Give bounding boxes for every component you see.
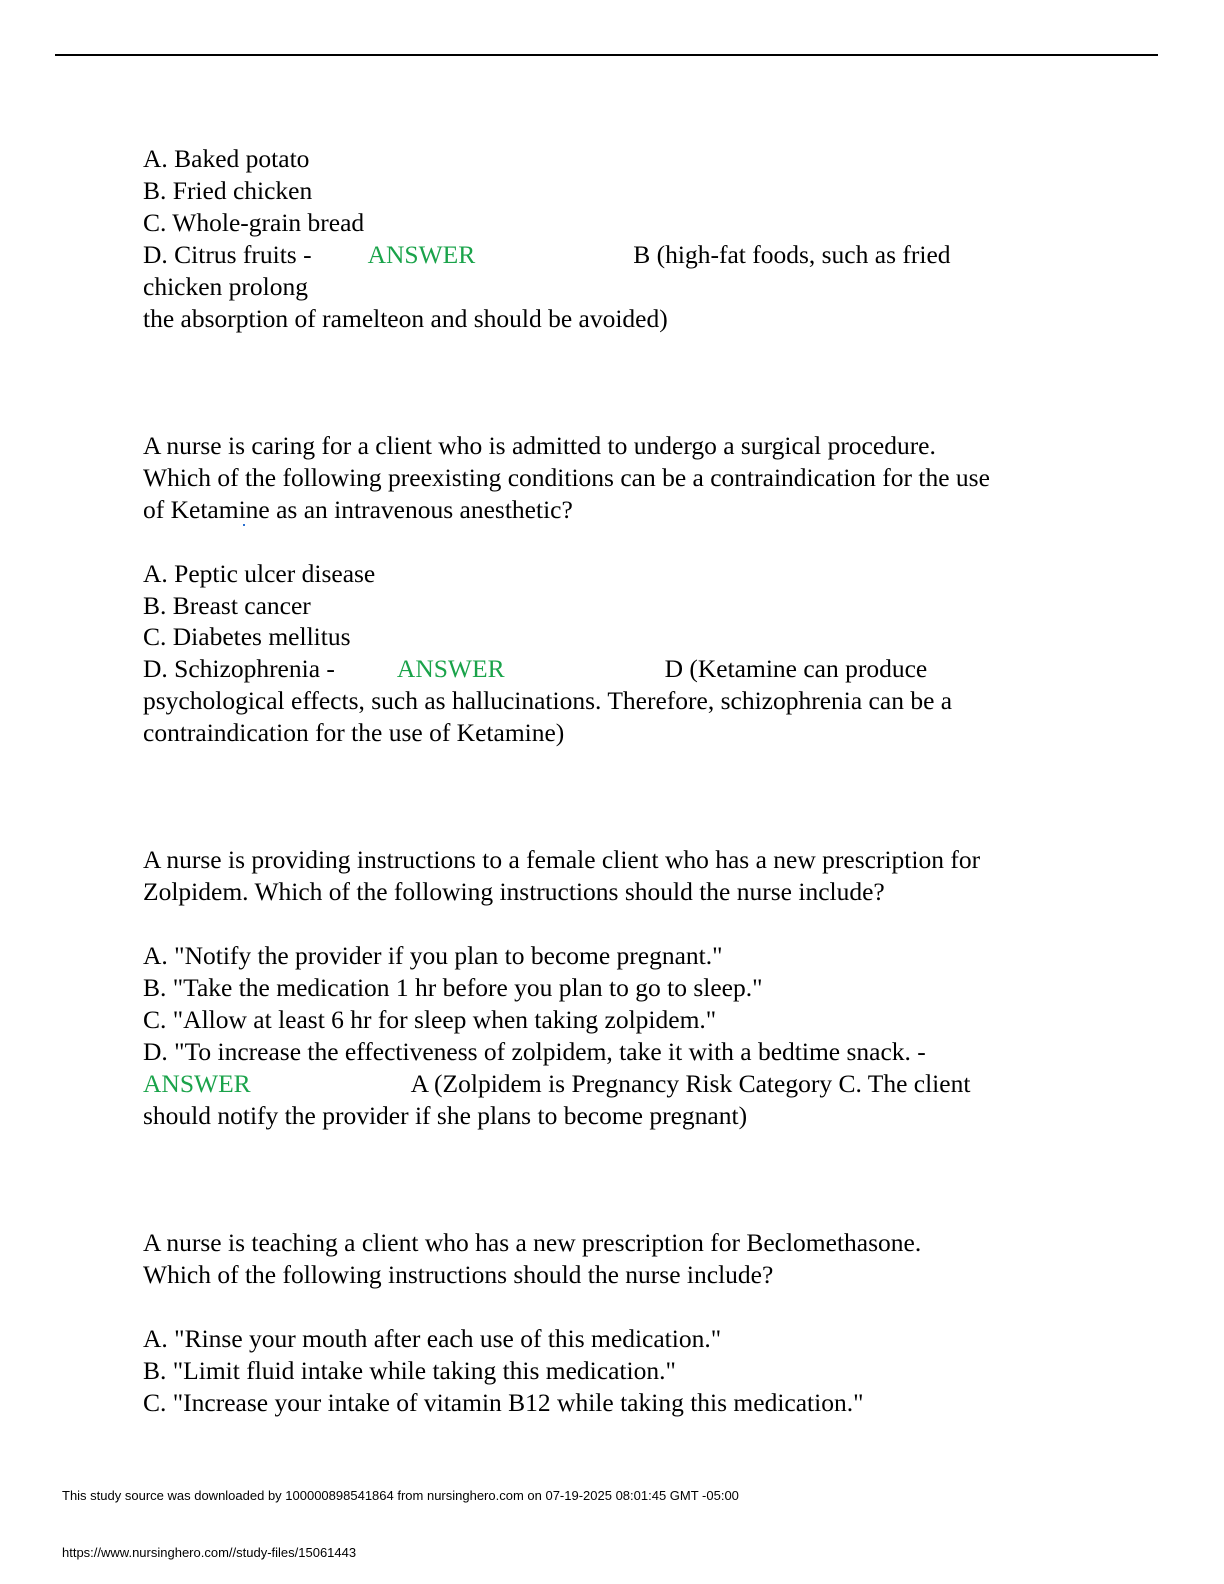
q4-option-c: C. "Increase your intake of vitamin B12 while taking this medication." [143, 1388, 864, 1417]
q1-answer-line-1: chicken prolong [143, 272, 308, 301]
q1-option-d-line [143, 239, 951, 271]
q3-answer-label: ANSWER [143, 1069, 251, 1098]
cursor-mark [243, 524, 245, 526]
q1-option-a: A. Baked potato [143, 144, 310, 173]
q3-answer-line-1: should notify the provider if she plans to become pregnant) [143, 1101, 748, 1130]
q3-option-a: A. "Notify the provider if you plan to become pregnant." [143, 941, 723, 970]
q1-option-d: D. Citrus fruits - [143, 240, 312, 269]
q1-option-b: B. Fried chicken [143, 176, 313, 205]
q3-stem-line-2: Zolpidem. Which of the following instructions should the nurse include? [143, 877, 885, 906]
q2-stem-line-2: Which of the following preexisting conditions can be a contraindication for the use [143, 463, 990, 492]
q4-option-a: A. "Rinse your mouth after each use of this medication." [143, 1324, 722, 1353]
q1-answer-first: B (high-fat foods, such as fried [633, 240, 951, 269]
footer-source-note: This study source was downloaded by 100000898541864 from nursinghero.com on 07-19-2025 08:01:45 GMT -05:00 [62, 1488, 739, 1503]
q1-answer-line-2: the absorption of ramelteon and should be avoided) [143, 304, 668, 333]
q2-stem-line-1: A nurse is caring for a client who is admitted to undergo a surgical procedure. [143, 431, 936, 460]
q1-answer-label: ANSWER [367, 240, 476, 269]
q3-stem-line-1: A nurse is providing instructions to a female client who has a new prescription for [143, 845, 981, 874]
q3-option-c: C. "Allow at least 6 hr for sleep when taking zolpidem." [143, 1005, 717, 1034]
q2-answer-label: ANSWER [396, 654, 505, 683]
q3-answer-first: A (Zolpidem is Pregnancy Risk Category C. The client [410, 1069, 971, 1098]
q3-option-b: B. "Take the medication 1 hr before you plan to go to sleep." [143, 973, 763, 1002]
q3-answer-line [143, 1068, 970, 1100]
q2-option-a: A. Peptic ulcer disease [143, 559, 376, 588]
q4-stem-line-1: A nurse is teaching a client who has a new prescription for Beclomethasone. [143, 1228, 922, 1257]
q3-option-d: D. "To increase the effectiveness of zolpidem, take it with a bedtime snack. - [143, 1037, 926, 1066]
q2-option-d: D. Schizophrenia - [143, 654, 335, 683]
footer-url[interactable]: https://www.nursinghero.com//study-files/15061443 [62, 1545, 357, 1560]
q1-option-c: C. Whole-grain bread [143, 208, 365, 237]
q2-answer-first: D (Ketamine can produce [664, 654, 928, 683]
q2-option-b: B. Breast cancer [143, 591, 311, 620]
q2-stem-line-3: of Ketamine as an intravenous anesthetic? [143, 495, 573, 524]
q2-answer-line-2: contraindication for the use of Ketamine) [143, 718, 565, 747]
q2-answer-line-1: psychological effects, such as hallucinations. Therefore, schizophrenia can be a [143, 686, 953, 715]
q2-option-d-line [143, 653, 927, 685]
q4-option-b: B. "Limit fluid intake while taking this medication." [143, 1356, 676, 1385]
q4-stem-line-2: Which of the following instructions should the nurse include? [143, 1260, 774, 1289]
q2-option-c: C. Diabetes mellitus [143, 622, 351, 651]
